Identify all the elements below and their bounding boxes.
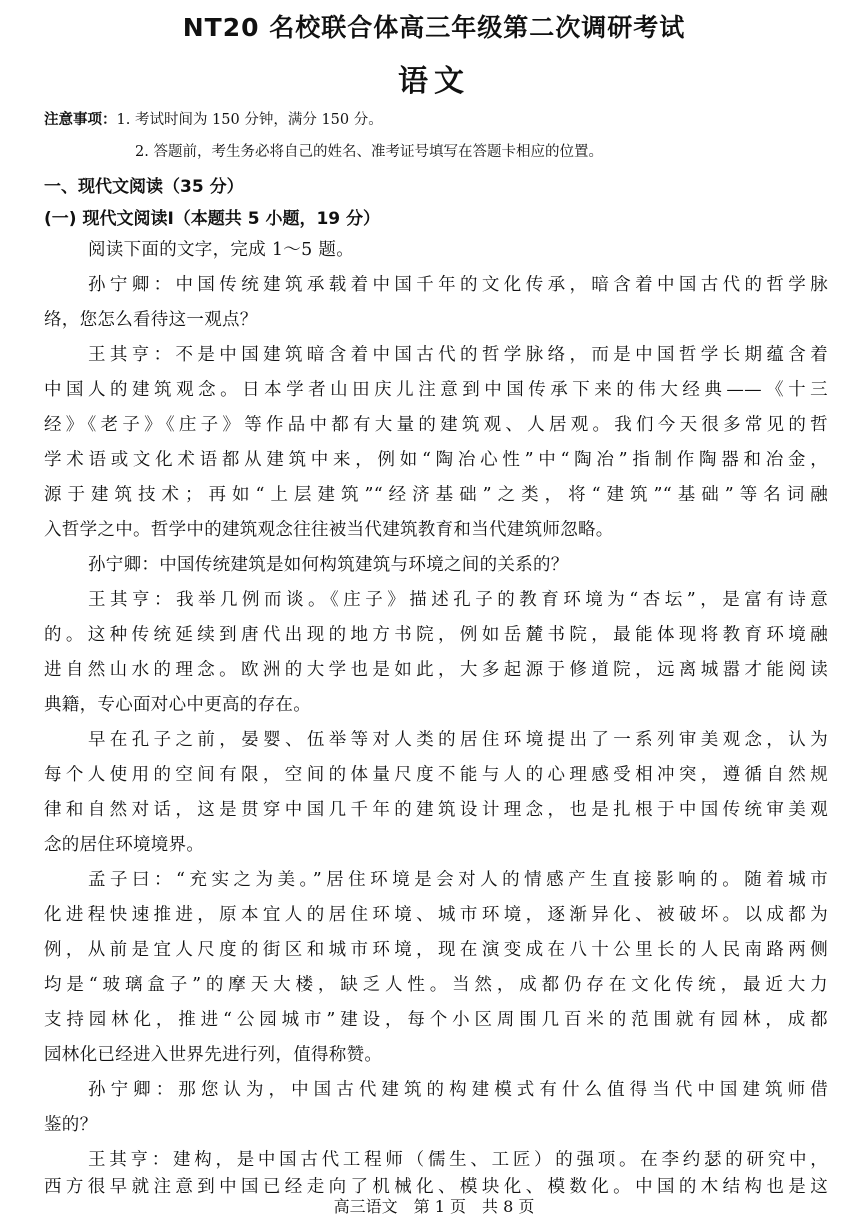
passage-line: 入哲学之中。哲学中的建筑观念往往被当代建筑教育和当代建筑师忽略。 [44, 520, 614, 540]
passage-line: 孟子曰：“充实之为美。”居住环境是会对人的情感产生直接影响的。随着城市 [88, 870, 828, 890]
passage-line: 早在孔子之前，晏婴、伍举等对人类的居住环境提出了一系列审美观念，认为 [88, 730, 828, 750]
passage-line: 鉴的？ [44, 1115, 98, 1135]
passage-line: 中国人的建筑观念。日本学者山田庆儿注意到中国传承下来的伟大经典——《十三 [44, 380, 828, 400]
passage-line: 西方很早就注意到中国已经走向了机械化、模块化、模数化。中国的木结构也是这 [44, 1177, 828, 1197]
passage-line: 王其亨：我举几例而谈。《庄子》描述孔子的教育环境为“杏坛”，是富有诗意 [88, 590, 828, 610]
notice-item-1: 1. 考试时间为 150 分钟，满分 150 分。 [116, 112, 383, 128]
passage-line: 进自然山水的理念。欧洲的大学也是如此，大多起源于修道院，远离城嚣才能阅读 [44, 660, 828, 680]
passage-line: 络，您怎么看待这一观点？ [44, 310, 258, 330]
page-footer: 高三语文 第 1 页 共 8 页 [333, 1197, 535, 1216]
passage-line: 例，从前是宜人尺度的街区和城市环境，现在演变成在八十公里长的人民南路两侧 [44, 940, 828, 960]
passage-line: 律和自然对话，这是贯穿中国几千年的建筑设计理念，也是扎根于中国传统审美观 [44, 800, 828, 820]
passage-line: 念的居住环境境界。 [44, 835, 205, 855]
exam-title: NT20 名校联合体高三年级第二次调研考试 [182, 13, 686, 42]
passage-line: 源于建筑技术；再如“上层建筑”“经济基础”之类，将“建筑”“基础”等名词融 [44, 485, 828, 505]
passage-line: 均是“玻璃盒子”的摩天大楼，缺乏人性。当然，成都仍存在文化传统，最近大力 [44, 975, 828, 995]
passage-line: 孙宁卿：那您认为，中国古代建筑的构建模式有什么值得当代中国建筑师借 [88, 1080, 828, 1100]
passage-line: 孙宁卿：中国传统建筑是如何构筑建筑与环境之间的关系的？ [88, 555, 569, 575]
passage-line: 化进程快速推进，原本宜人的居住环境、城市环境，逐渐异化、被破坏。以成都为 [44, 905, 828, 925]
passage-line: 经》《老子》《庄子》等作品中都有大量的建筑观、人居观。我们今天很多常见的哲 [44, 415, 828, 435]
passage-line: 阅读下面的文字，完成 1～5 题。 [88, 240, 354, 260]
notice-label: 注意事项： [44, 112, 117, 128]
passage-line: 支持园林化，推进“公园城市”建设，每个小区周围几百米的范围就有园林，成都 [44, 1010, 828, 1030]
passage-line: 王其亨：不是中国建筑暗含着中国古代的哲学脉络，而是中国哲学长期蕴含着 [88, 345, 828, 365]
passage-line: 每个人使用的空间有限，空间的体量尺度不能与人的心理感受相冲突，遵循自然规 [44, 765, 828, 785]
subsection-heading: (一) 现代文阅读Ⅰ（本题共 5 小题，19 分） [44, 209, 381, 229]
passage-line: 园林化已经进入世界先进行列，值得称赞。 [44, 1045, 383, 1065]
subject-title: 语文 [398, 64, 470, 99]
notice-line-1 [44, 108, 383, 129]
notice-item-2: 2. 答题前，考生务必将自己的姓名、准考证号填写在答题卡相应的位置。 [135, 144, 603, 160]
passage-line: 王其亨：建构，是中国古代工程师（儒生、工匠）的强项。在李约瑟的研究中， [88, 1150, 828, 1170]
passage-line: 学术语或文化术语都从建筑中来，例如“陶冶心性”中“陶冶”指制作陶器和冶金， [44, 450, 828, 470]
passage-line: 孙宁卿：中国传统建筑承载着中国千年的文化传承，暗含着中国古代的哲学脉 [88, 275, 828, 295]
passage-line: 典籍，专心面对心中更高的存在。 [44, 695, 311, 715]
section-heading: 一、现代文阅读（35 分） [44, 177, 244, 197]
passage-line: 的。这种传统延续到唐代出现的地方书院，例如岳麓书院，最能体现将教育环境融 [44, 625, 828, 645]
